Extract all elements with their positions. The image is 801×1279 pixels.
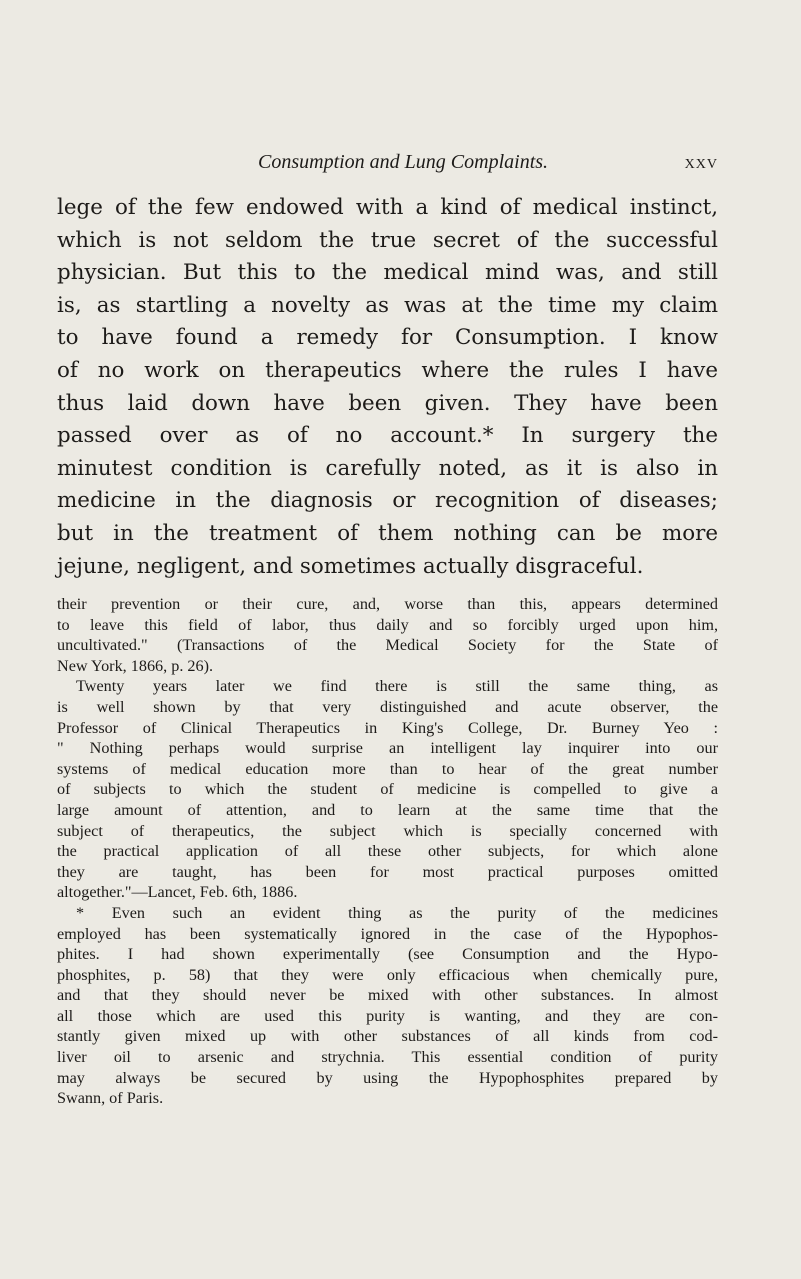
footnote-line: Professor of Clinical Therapeutics in King's College, Dr. Burney Yeo : [57, 718, 718, 737]
footnote-line: New York, 1866, p. 26). [57, 656, 214, 675]
running-head [258, 151, 718, 173]
footnote-line: " Nothing perhaps would surprise an intelligent lay inquirer into our [57, 739, 718, 758]
footnote-line: of subjects to which the student of medicine is compelled to give a [57, 780, 718, 799]
main-text-line: passed over as of no account.* In surgery the [57, 423, 718, 449]
footnote-star-line: phosphites, p. 58) that they were only efficacious when chemically pure, [57, 965, 718, 984]
footnote-line: systems of medical education more than to hear of the great number [57, 759, 718, 778]
main-text-line: medicine in the diagnosis or recognition of diseases; [57, 488, 718, 514]
footnote-line: is well shown by that very distinguished and acute observer, the [57, 697, 718, 716]
main-text-line: lege of the few endowed with a kind of medical instinct, [57, 195, 718, 220]
footnote-star-line: liver oil to arsenic and strychnia. This essential condition of purity [57, 1048, 718, 1067]
footnote-star-line: all those which are used this purity is wanting, and they are con- [57, 1006, 718, 1025]
footnote-star-line: and that they should never be mixed with other substances. In almost [57, 986, 718, 1005]
running-head-title: Consumption and Lung Complaints. [258, 151, 549, 173]
main-text-line: minutest condition is carefully noted, as it is also in [57, 455, 718, 481]
footnote-line: large amount of attention, and to learn at the same time that the [57, 800, 718, 819]
footnote-line: uncultivated." (Transactions of the Medical Society for the State of [57, 636, 718, 655]
footnote-line: their prevention or their cure, and, worse than this, appears determined [57, 595, 718, 613]
main-text-line: physician. But this to the medical mind was, and still [57, 260, 718, 286]
main-text-line: which is not seldom the true secret of the successful [57, 227, 718, 253]
footnote-line: to leave this field of labor, thus daily and so forcibly urged upon him, [57, 615, 718, 634]
main-text-line: thus laid down have been given. They have been [57, 390, 718, 416]
page-number: xxv [684, 151, 718, 173]
main-text-line: to have found a remedy for Consumption. I know [57, 325, 718, 351]
footnote-star-line: phites. I had shown experimentally (see Consumption and the Hypo- [57, 945, 718, 964]
main-text-line: but in the treatment of them nothing can be more [57, 520, 718, 546]
footnote-line: the practical application of all these other subjects, for which alone [57, 842, 718, 861]
footnote-star-line: stantly given mixed up with other substances of all kinds from cod- [57, 1027, 718, 1046]
footnote-star-line: Swann, of Paris. [57, 1089, 164, 1108]
main-text-line: jejune, negligent, and sometimes actually disgraceful. [57, 553, 644, 579]
main-text-line: is, as startling a novelty as was at the time my claim [57, 292, 718, 318]
footnote-line: subject of therapeutics, the subject which is specially concerned with [57, 821, 718, 840]
footnote-line: altogether."—Lancet, Feb. 6th, 1886. [57, 883, 298, 902]
main-text-line: of no work on therapeutics where the rules I have [57, 357, 718, 383]
main-text-block [57, 192, 718, 583]
footnote-star-line: may always be secured by using the Hypophosphites prepared by [57, 1068, 718, 1087]
footnote-line: Twenty years later we find there is still the same thing, as [76, 677, 718, 696]
footnote-line: they are taught, has been for most practical purposes omitted [57, 862, 718, 881]
footnote-star-line: * Even such an evident thing as the purity of the medicines [76, 903, 718, 922]
footnotes [57, 594, 718, 1109]
footnote-star-line: employed has been systematically ignored in the case of the Hypophos- [57, 924, 718, 943]
